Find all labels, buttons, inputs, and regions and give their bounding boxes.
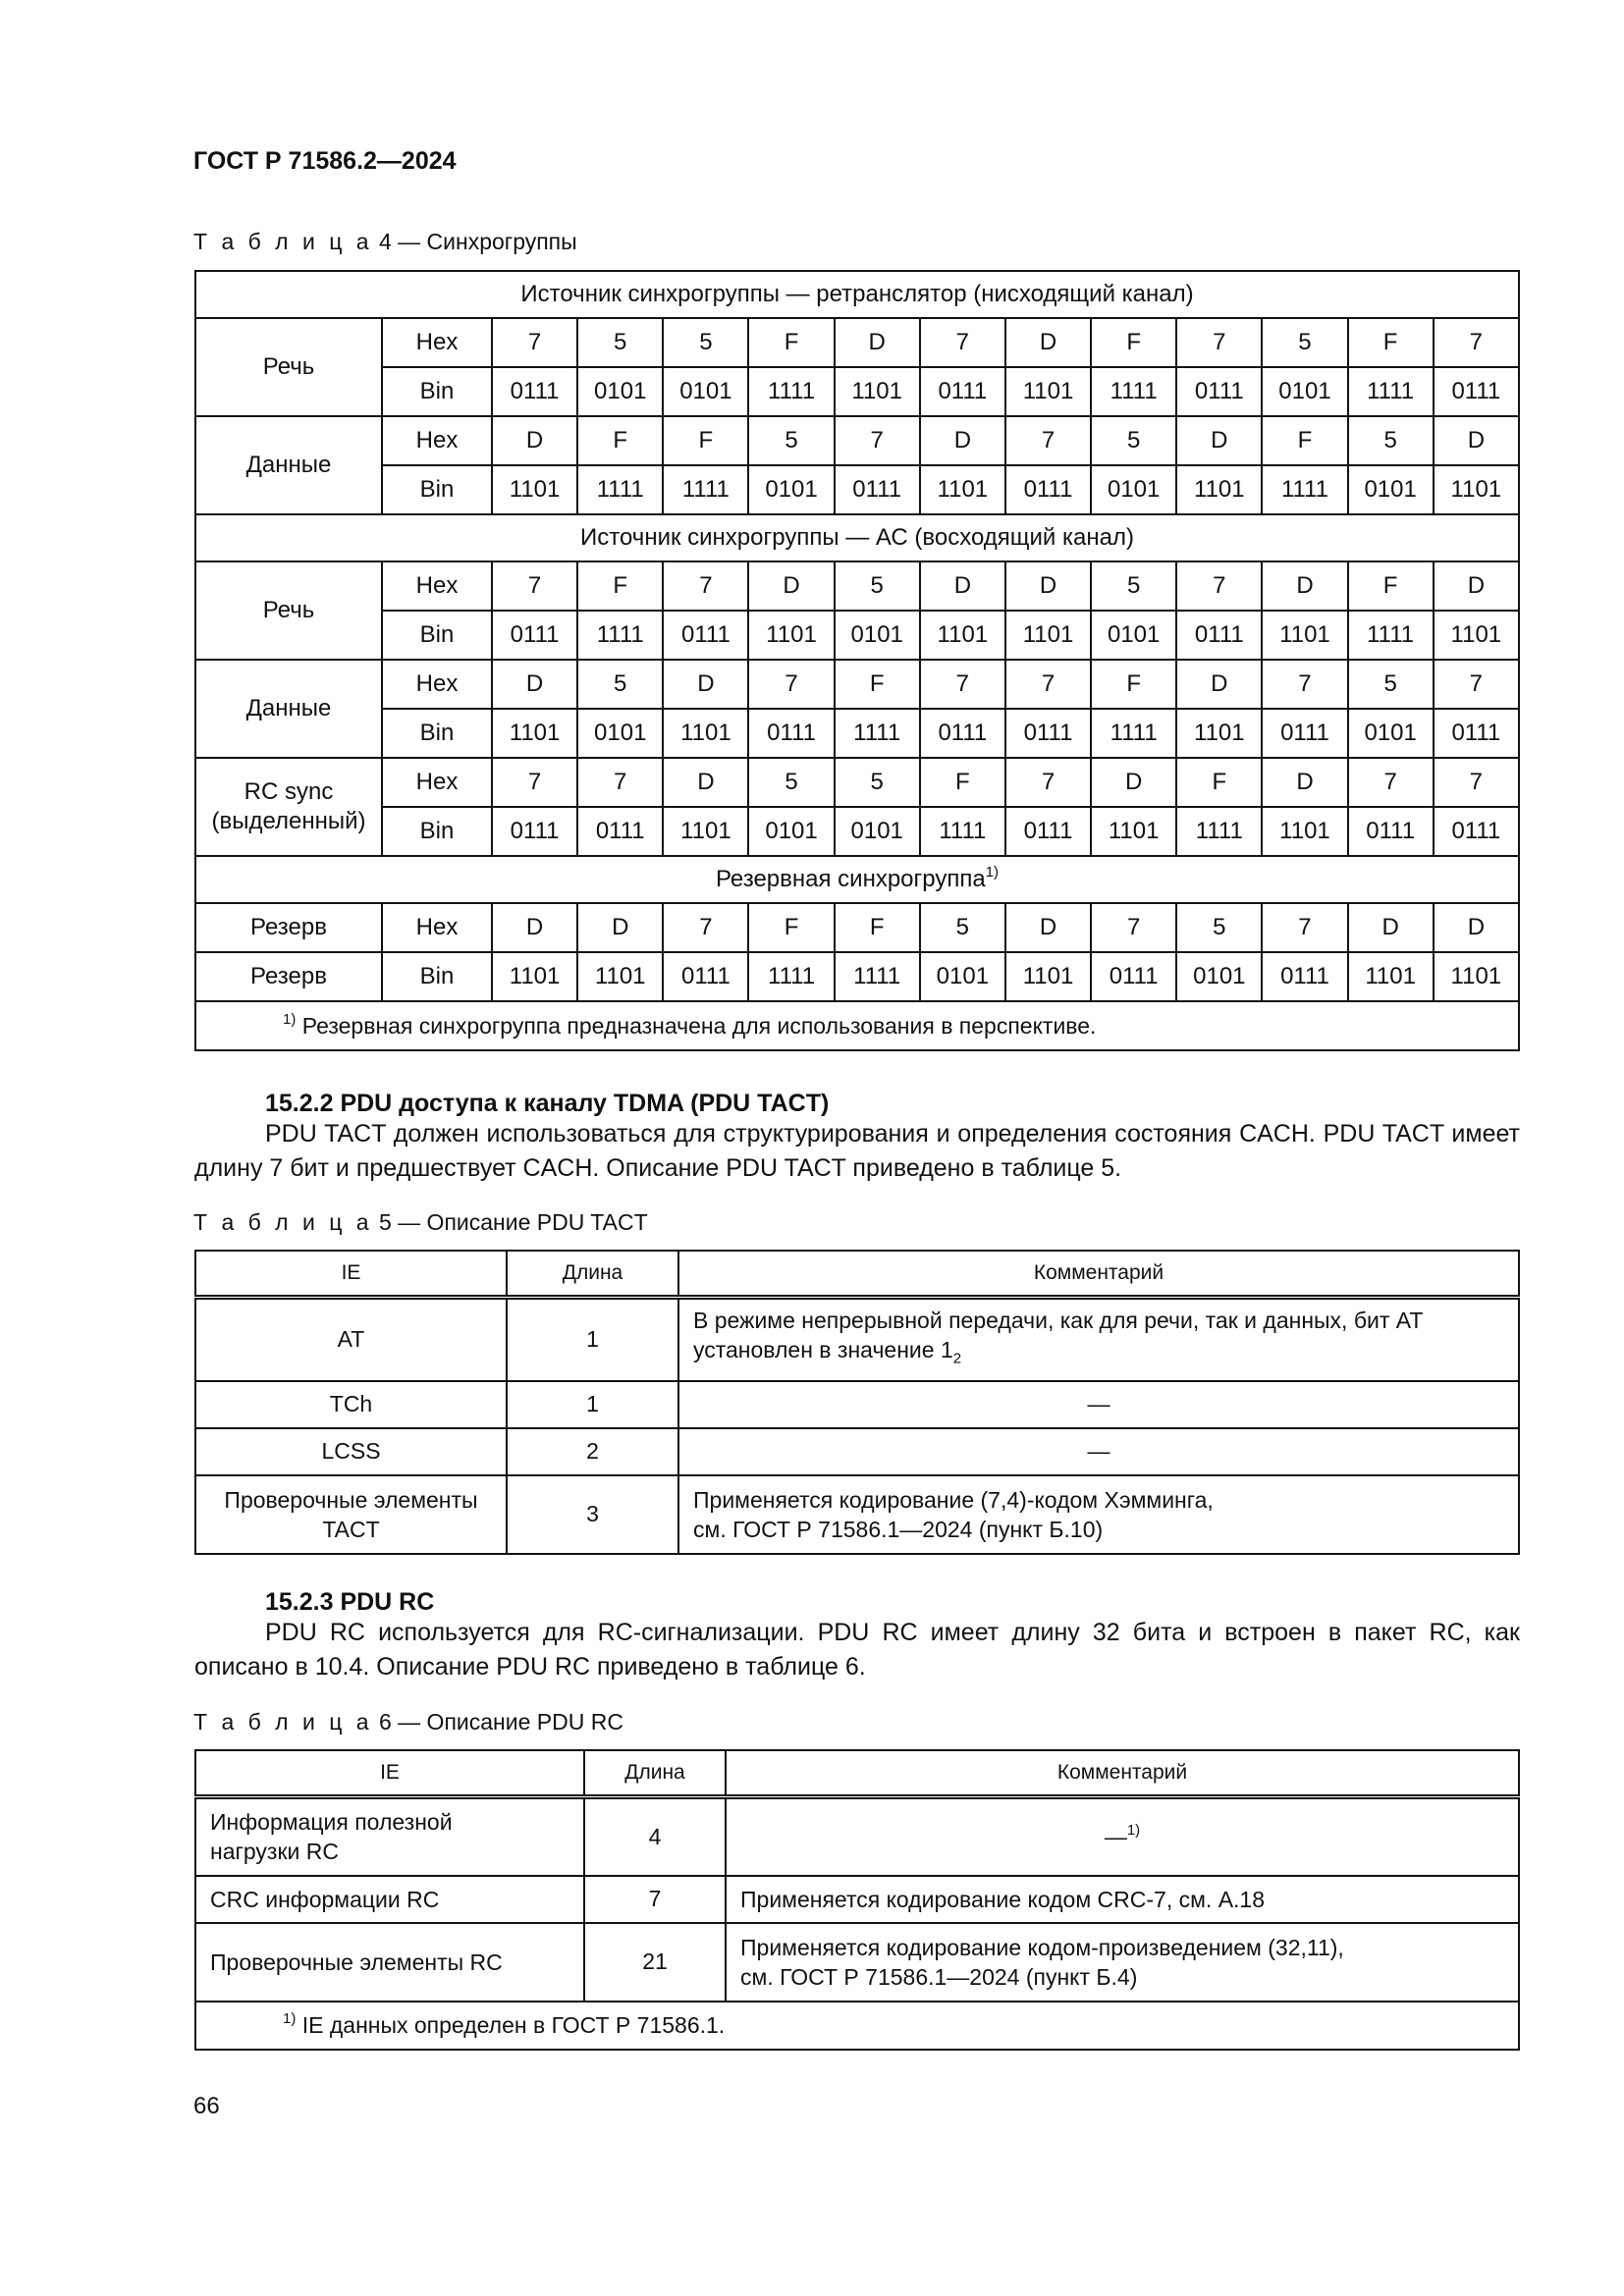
table-section-title: Резервная синхрогруппа$^{1)}$ [195,856,1519,903]
sync-groups-table [194,270,1520,1051]
table-cell-hex: 5 [748,416,834,465]
section-paragraph-15-2-2: PDU TACT должен использоваться для структурирования и определения состояния CACH. PDU TACT имеет длину 7 бит и предшествует CACH. Описание PDU TACT приведено в таблице 5. [194,1120,1520,1182]
table-cell-bin: 0111 [1434,709,1519,758]
table-cell-hex: D [492,903,577,952]
table6-header-ie: IE [195,1750,584,1797]
table-cell-bin: 1111 [748,952,834,1001]
table-cell-hex: D [920,416,1005,465]
table-cell-hex: 7 [492,561,577,611]
table-cell-hex: D [1005,561,1091,611]
pdu-rc-table [194,1749,1520,2051]
standard-designation: ГОСТ Р 71586.2—2024 [193,147,457,175]
table-section-title: Источник синхрогруппы — АС (восходящий канал) [195,514,1519,561]
table-cell-bin: 0111 [1434,367,1519,416]
table-cell-bin: 0101 [748,465,834,514]
table-cell-ie: Проверочные элементы TACT [195,1475,507,1554]
table-cell-ie: Проверочные элементы RC [195,1923,584,2002]
pdu-tact-table [194,1250,1520,1555]
table-cell-bin: 0101 [1348,465,1434,514]
table-cell-bin: 1111 [1091,709,1176,758]
table-cell-bin: 0111 [1005,709,1091,758]
table-cell-hex: 7 [1091,903,1176,952]
table-cell-hex: F [748,903,834,952]
table-cell-bin: 1101 [1434,465,1519,514]
table-cell-bin: 0111 [492,807,577,856]
table-cell-bin: 1101 [663,709,748,758]
table-cell-format: Hex [382,561,492,611]
table-cell-hex: D [492,416,577,465]
table-cell-bin: 1101 [1434,611,1519,660]
table-cell-hex: 7 [1434,758,1519,807]
table-cell-hex: 7 [577,758,663,807]
table-cell-bin: 0101 [1091,611,1176,660]
table-cell-hex: D [1434,903,1519,952]
table6-header-comment: Комментарий [726,1750,1519,1797]
table-cell-bin: 0111 [1091,952,1176,1001]
table-cell-format: Bin [382,611,492,660]
table-cell-hex: 7 [1434,318,1519,367]
table-cell-hex: 5 [748,758,834,807]
table-cell-hex: F [748,318,834,367]
table-cell-comment: В режиме непрерывной передачи, как для речи, так и данных, бит AT установлен в значение $1_2$ [678,1298,1519,1381]
table-cell-hex: D [1262,758,1347,807]
table-cell-hex: 5 [1091,416,1176,465]
table-cell-bin: 0111 [920,367,1005,416]
table-cell-bin: 0111 [1262,709,1347,758]
table-cell-bin: 0111 [1176,611,1262,660]
table-cell-bin: 1101 [1005,611,1091,660]
table-cell-hex: D [1005,903,1091,952]
table-cell-bin: 0101 [577,367,663,416]
table-cell-hex: F [1176,758,1262,807]
table-cell-hex: D [1348,903,1434,952]
table-cell-hex: 7 [1262,903,1347,952]
table-cell-bin: 0101 [748,807,834,856]
table-cell-bin: 1101 [835,367,920,416]
table-cell-bin: 1111 [920,807,1005,856]
table-cell-hex: 5 [1091,561,1176,611]
table-cell-format: Hex [382,903,492,952]
table-cell-bin: 1101 [1005,367,1091,416]
table-cell-format: Hex [382,660,492,709]
table5-header-comment: Комментарий [678,1251,1519,1298]
table4-caption: Т а б л и ц а 4 — Синхрогруппы [193,229,577,254]
table-cell-hex: 7 [1005,660,1091,709]
table-cell-bin: 0101 [835,611,920,660]
table-cell-hex: 7 [1262,660,1347,709]
table-cell-format: Hex [382,318,492,367]
table-cell-ie: LCSS [195,1428,507,1475]
table-cell-hex: 5 [920,903,1005,952]
section-heading-15-2-2: 15.2.2 PDU доступа к каналу TDMA (PDU TACT) [265,1090,830,1117]
table-cell-hex: D [1091,758,1176,807]
table-cell-hex: 7 [492,758,577,807]
table-cell-bin: 1111 [1262,465,1347,514]
table-cell-bin: 1101 [663,807,748,856]
table-cell-bin: 0111 [1176,367,1262,416]
table-cell-comment: — [678,1381,1519,1428]
table-cell-bin: 1111 [663,465,748,514]
table-cell-hex: 5 [1348,660,1434,709]
table-cell-bin: 1101 [1176,465,1262,514]
table-cell-hex: 5 [1262,318,1347,367]
table-cell-hex: F [1348,318,1434,367]
table-row-label: Речь [195,561,382,660]
table-cell-length: 7 [584,1876,726,1923]
table-cell-bin: 0101 [1262,367,1347,416]
table-cell-bin: 0101 [577,709,663,758]
table-cell-bin: 1111 [1091,367,1176,416]
table-cell-bin: 1111 [1348,611,1434,660]
table-row-label: Речь [195,318,382,416]
table-cell-format: Hex [382,758,492,807]
table-cell-hex: D [492,660,577,709]
table-cell-hex: 5 [1348,416,1434,465]
table-cell-hex: F [577,561,663,611]
table-cell-hex: 5 [835,758,920,807]
table-cell-bin: 0111 [492,611,577,660]
table-cell-bin: 0111 [920,709,1005,758]
section-paragraph-15-2-3: PDU RC используется для RC-сигнализации. PDU RC имеет длину 32 бита и встроен в пакет RC, как описано в 10.4. Описание PDU RC приведено в таблице 6. [194,1619,1520,1681]
table-cell-bin: 1101 [920,611,1005,660]
table-cell-hex: 7 [1434,660,1519,709]
table-cell-hex: D [1176,416,1262,465]
table-cell-length: 3 [507,1475,678,1554]
table-cell-bin: 1101 [1434,952,1519,1001]
table-cell-ie: TCh [195,1381,507,1428]
table-row-label: Резерв [195,952,382,1001]
table-cell-bin: 1111 [1176,807,1262,856]
table-cell-hex: 7 [1176,561,1262,611]
table-cell-comment: Применяется кодирование кодом CRC-7, см. А.18 [726,1876,1519,1923]
table-cell-bin: 0111 [577,807,663,856]
table-cell-bin: 0111 [663,611,748,660]
table-cell-format: Bin [382,465,492,514]
table-cell-comment: — [678,1428,1519,1475]
table-cell-bin: 0111 [492,367,577,416]
table-cell-length: 1 [507,1298,678,1381]
table-cell-hex: 5 [577,660,663,709]
table-cell-bin: 1111 [835,709,920,758]
table-cell-hex: 7 [492,318,577,367]
table5-header-length: Длина [507,1251,678,1298]
table-row-label: Резерв [195,903,382,952]
table-cell-length: 2 [507,1428,678,1475]
table-row-label: Данные [195,416,382,514]
table6-header-length: Длина [584,1750,726,1797]
table-cell-hex: D [920,561,1005,611]
table-cell-hex: D [1005,318,1091,367]
table-cell-format: Bin [382,952,492,1001]
table-cell-hex: D [1434,416,1519,465]
table-cell-bin: 1101 [1176,709,1262,758]
table-cell-bin: 0111 [663,952,748,1001]
table5-caption: Т а б л и ц а 5 — Описание PDU TACT [193,1209,648,1235]
table-cell-hex: 7 [663,561,748,611]
table-cell-hex: F [1091,318,1176,367]
table-cell-bin: 1101 [1348,952,1434,1001]
table-cell-length: 1 [507,1381,678,1428]
table-cell-format: Bin [382,807,492,856]
table-cell-hex: F [663,416,748,465]
table-cell-hex: 5 [835,561,920,611]
table-cell-bin: 1101 [577,952,663,1001]
table-cell-hex: 7 [663,903,748,952]
table-cell-bin: 0101 [920,952,1005,1001]
table-cell-bin: 1101 [1005,952,1091,1001]
page-number: 66 [193,2093,220,2119]
table-cell-hex: 5 [1176,903,1262,952]
table-cell-hex: 5 [577,318,663,367]
table-cell-hex: F [1348,561,1434,611]
table-cell-hex: F [1262,416,1347,465]
table-cell-hex: 7 [748,660,834,709]
table-cell-hex: 7 [1005,416,1091,465]
table-cell-bin: 0101 [835,807,920,856]
table-cell-bin: 1101 [492,465,577,514]
table-cell-bin: 1111 [748,367,834,416]
table-cell-bin: 1101 [492,952,577,1001]
table-cell-bin: 1101 [920,465,1005,514]
table-cell-bin: 1111 [1348,367,1434,416]
table-cell-bin: 0111 [835,465,920,514]
table-cell-hex: D [663,660,748,709]
table-section-title: Источник синхрогруппы — ретранслятор (нисходящий канал) [195,271,1519,318]
table-cell-hex: 7 [1348,758,1434,807]
table-cell-hex: F [1091,660,1176,709]
table-cell-bin: 0111 [1005,807,1091,856]
table-cell-bin: 0101 [663,367,748,416]
table-cell-hex: F [835,660,920,709]
table-cell-hex: D [577,903,663,952]
table-row-label: Данные [195,660,382,758]
table6-caption: Т а б л и ц а 6 — Описание PDU RC [193,1709,623,1735]
table-cell-bin: 0101 [1176,952,1262,1001]
section-heading-15-2-3: 15.2.3 PDU RC [265,1588,435,1616]
table-cell-format: Bin [382,367,492,416]
table-cell-hex: F [835,903,920,952]
table-cell-hex: 7 [835,416,920,465]
table-cell-ie: Информация полезной нагрузки RC [195,1797,584,1876]
table-cell-bin: 1101 [1091,807,1176,856]
table-cell-bin: 0101 [1091,465,1176,514]
table-cell-hex: D [835,318,920,367]
table-cell-hex: F [577,416,663,465]
table5-header-ie: IE [195,1251,507,1298]
table-cell-format: Bin [382,709,492,758]
table-cell-bin: 0111 [1434,807,1519,856]
table-cell-hex: 7 [1005,758,1091,807]
table-cell-bin: 1111 [835,952,920,1001]
table-row-label: RC sync (выделенный) [195,758,382,856]
table-cell-format: Hex [382,416,492,465]
table4-footnote: $^{1)}$ Резервная синхрогруппа предназначена для использования в перспективе. [195,1001,1519,1050]
table-cell-bin: 1111 [577,465,663,514]
table-cell-comment: Применяется кодирование кодом-произведением (32,11), см. ГОСТ Р 71586.1—2024 (пункт Б.4) [726,1923,1519,2002]
table-cell-hex: D [1434,561,1519,611]
table-cell-length: 4 [584,1797,726,1876]
table-cell-bin: 1101 [1262,807,1347,856]
table-cell-bin: 0111 [1348,807,1434,856]
table-cell-bin: 0111 [1005,465,1091,514]
table-cell-bin: 0111 [748,709,834,758]
table-cell-bin: 1101 [1262,611,1347,660]
table-cell-hex: D [663,758,748,807]
table-cell-bin: 0101 [1348,709,1434,758]
table6-footnote: $^{1)}$ IE данных определен в ГОСТ Р 71586.1. [195,2002,1519,2050]
table-cell-hex: F [920,758,1005,807]
table-cell-hex: 7 [920,660,1005,709]
table-cell-hex: 7 [920,318,1005,367]
table-cell-bin: 1111 [577,611,663,660]
table-cell-ie: CRC информации RC [195,1876,584,1923]
table-cell-ie: AT [195,1298,507,1381]
table-cell-bin: 1101 [748,611,834,660]
table-cell-bin: 1101 [492,709,577,758]
table-cell-hex: D [748,561,834,611]
table-cell-hex: 5 [663,318,748,367]
table-cell-comment: Применяется кодирование (7,4)-кодом Хэмминга, см. ГОСТ Р 71586.1—2024 (пункт Б.10) [678,1475,1519,1554]
table-cell-hex: 7 [1176,318,1262,367]
table-cell-bin: 0111 [1262,952,1347,1001]
table-cell-hex: D [1262,561,1347,611]
table-cell-length: 21 [584,1923,726,2002]
table-cell-hex: D [1176,660,1262,709]
table-cell-comment: —$^{1)}$ [726,1797,1519,1876]
